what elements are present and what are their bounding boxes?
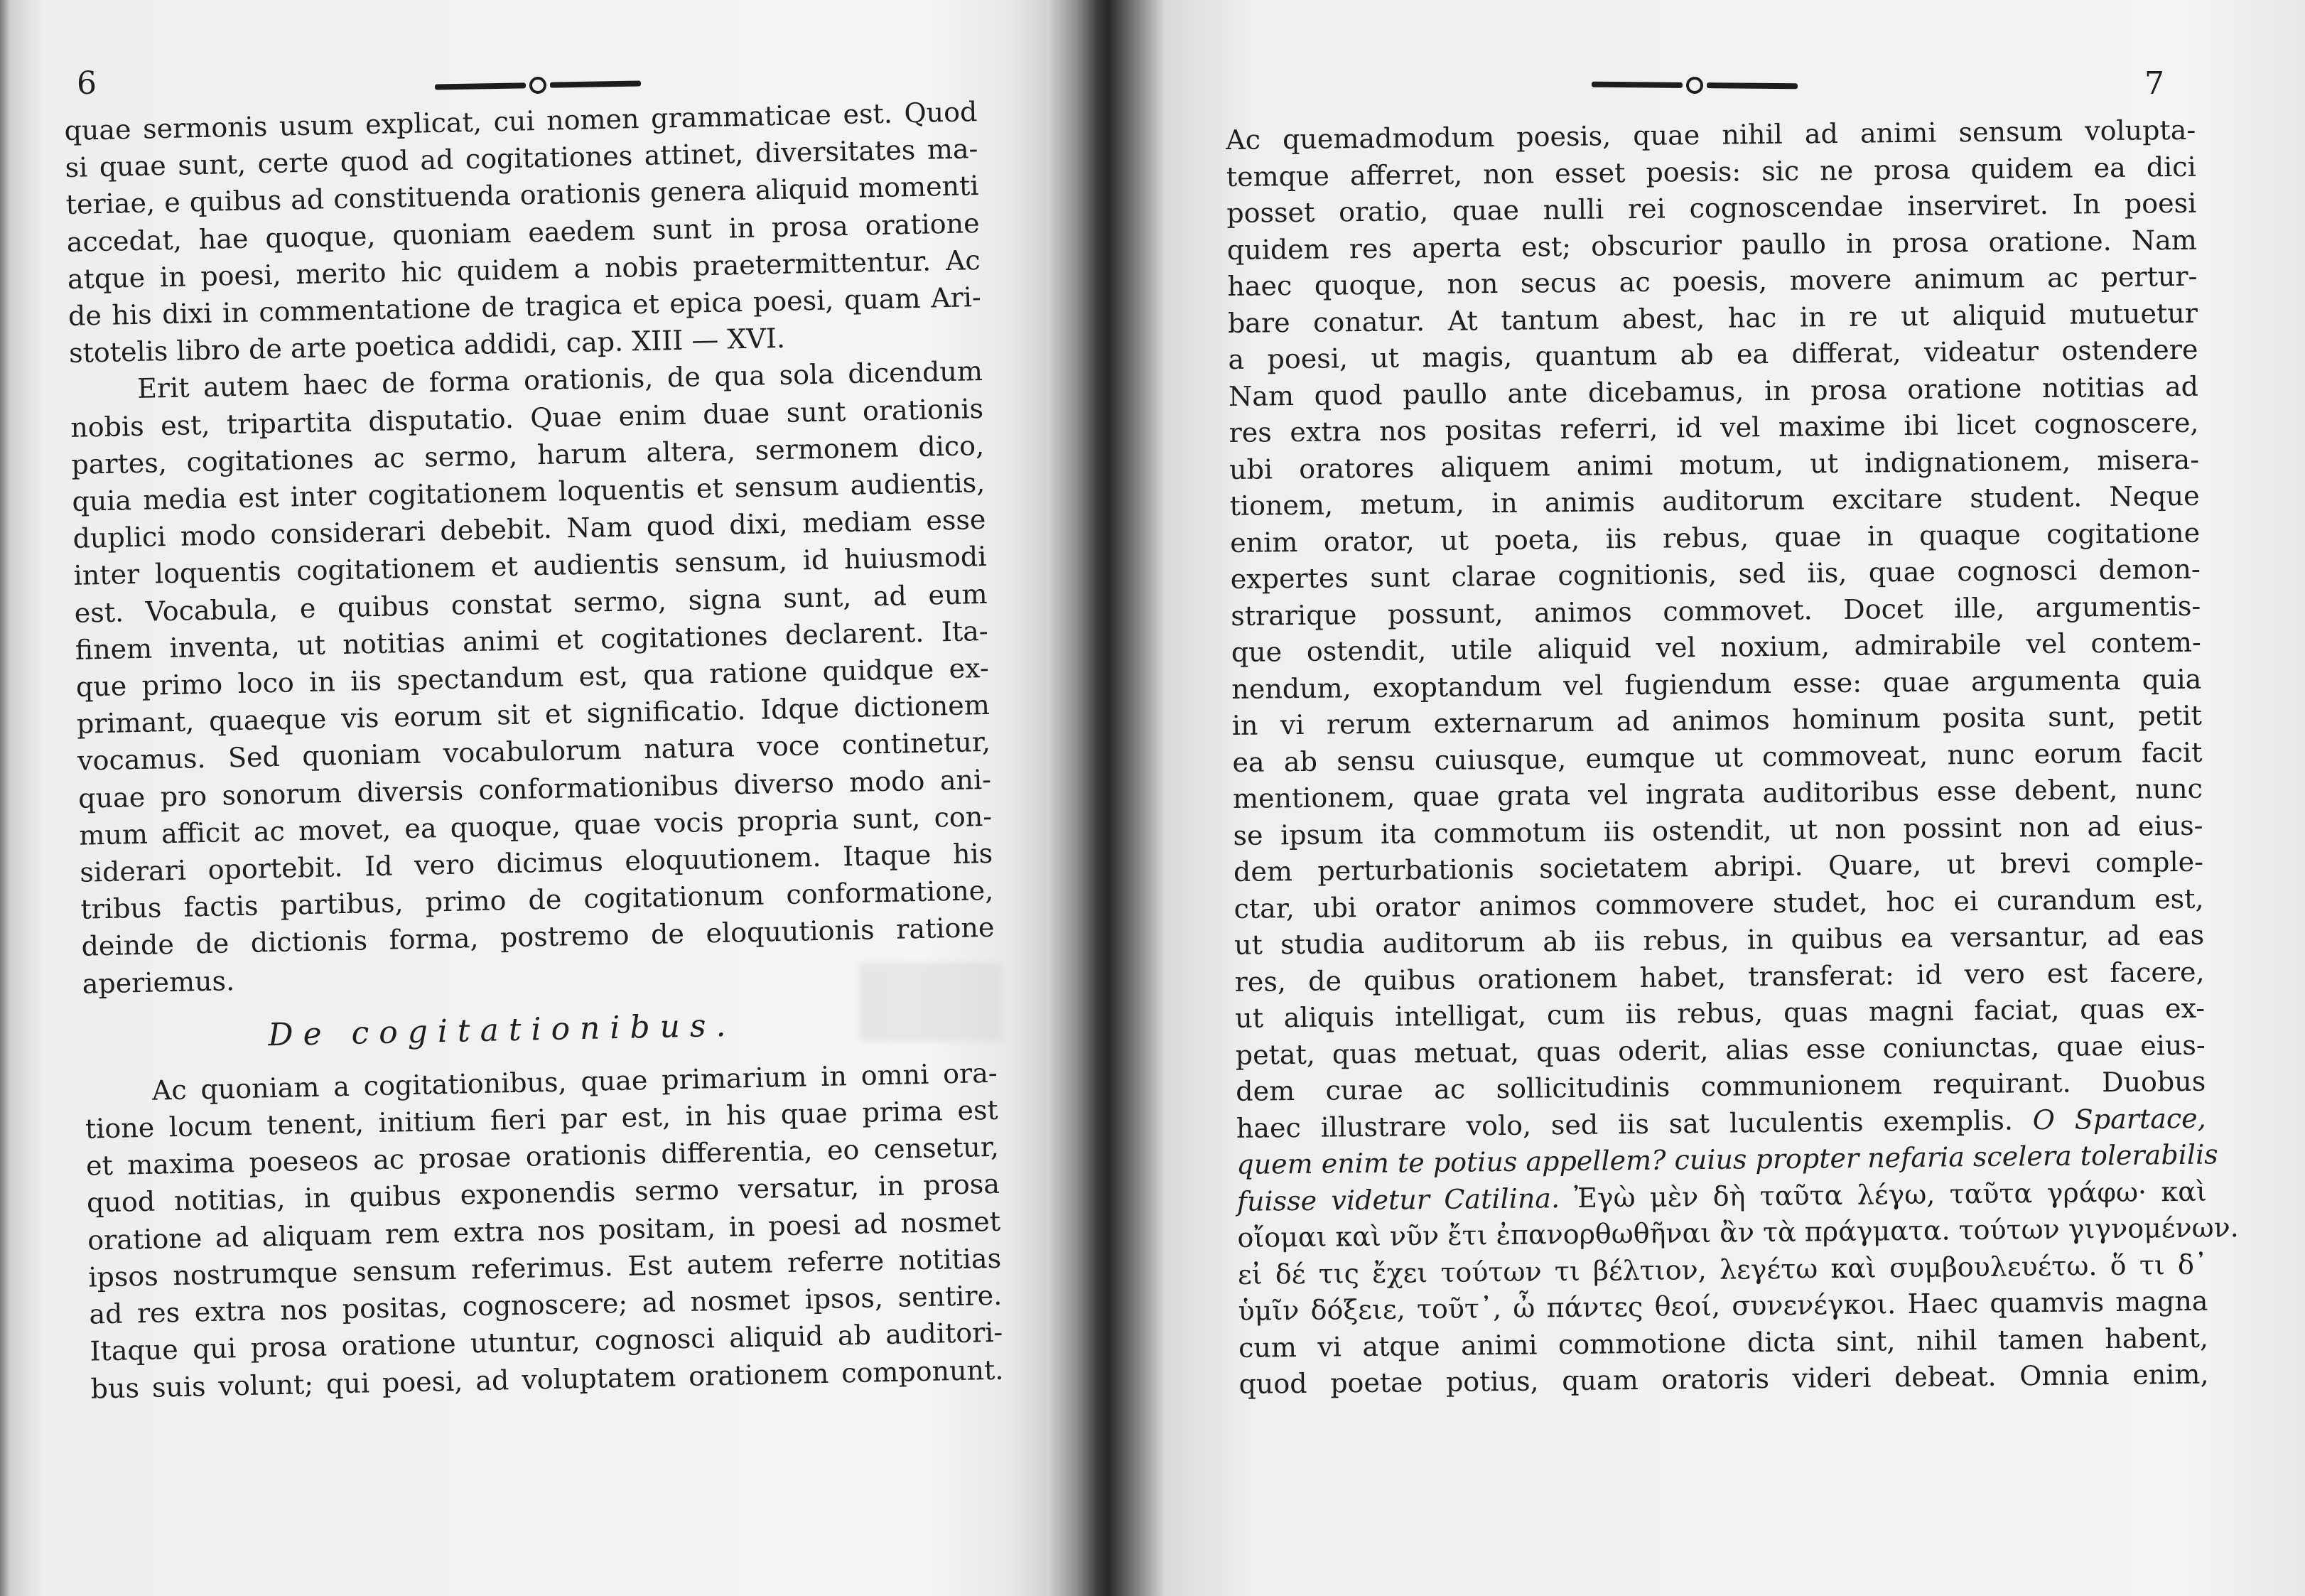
ornament-bar — [435, 82, 526, 90]
text-line: teriae, e quibus ad constituenda orationis genera aliquid momenti — [65, 170, 979, 221]
left-page-text — [64, 93, 1004, 1407]
text-line: aperiemus. — [82, 964, 235, 1000]
text-line: stotelis libro de arte poetica addidi, cap. XIII — XVI. — [68, 323, 786, 370]
text-line: oratione ad aliquam rem extra nos positam, in poesi ad nosmet — [87, 1205, 1001, 1256]
text-line: quae sermonis usum explicat, cui nomen grammaticae est. Quod — [64, 96, 978, 146]
text-line: ipsos nostrumque sensum referimus. Est autem referre notitias — [87, 1242, 1002, 1293]
ornament-bar — [550, 80, 641, 87]
text-line: nendum, exoptandum vel fugiendum esse: quae argumenta quia — [1231, 663, 2202, 705]
text-line: bare conatur. At tantum abest, hac in re ut aliquid mutuetur — [1227, 297, 2198, 339]
text-line: ubi oratores aliquem animi motum, ut indignationem, misera- — [1229, 443, 2200, 485]
text-line: accedat, hae quoque, quoniam eaedem sunt in prosa oratione — [66, 207, 981, 258]
text-line: primant, quaeque vis eorum sit et significatio. Idque dictionem — [76, 689, 990, 740]
text-line: siderari oportebit. Id vero dicimus eloquutionem. Itaque his — [79, 837, 993, 888]
text-line: Erit autem haec de forma orationis, de qua sola dicendum — [136, 355, 983, 405]
text-line: tione locum tenent, initium fieri par est, in his quae prima est — [85, 1094, 999, 1145]
text-line: atque in poesi, merito hic quidem a nobis praetermittentur. Ac — [67, 244, 981, 295]
text-line: tionem, metum, in animis auditorum excitare student. Neque — [1229, 480, 2200, 522]
ornament-bar — [1592, 82, 1683, 88]
text-line: haec quoque, non secus ac poesis, movere animum ac pertur- — [1227, 260, 2198, 302]
text-line: de his dixi in commentatione de tragica et epica poesi, quam Ari- — [68, 281, 982, 332]
left-page — [0, 0, 1094, 1596]
left-page-number: 6 — [77, 65, 97, 102]
text-line: quia media est inter cogitationem loquentis et sensum audientis, — [72, 467, 986, 517]
text-line: dem curae ac sollicitudinis communionem requirant. Duobus — [1236, 1065, 2206, 1107]
text-line: res extra nos positas referri, id vel maxime ibi licet cognoscere, — [1229, 406, 2199, 448]
text-line: partes, cogitationes ac sermo, harum altera, sermonem dico, — [70, 429, 985, 480]
right-page-number: 7 — [2144, 65, 2164, 102]
text-line: dem perturbationis societatem abripi. Quare, ut brevi comple- — [1233, 846, 2204, 888]
right-page — [1108, 0, 2305, 1596]
text-line: mentionem, quae grata vel ingrata auditoribus esse debent, nunc — [1232, 772, 2203, 814]
text-line: ctar, ubi orator animos commovere studet, hoc ei curandum est, — [1234, 883, 2204, 924]
text-line: nobis est, tripartita disputatio. Quae enim duae sunt orationis — [70, 392, 984, 443]
greek-quote: ὑμῖν δόξειε, τοῦτ᾽, ὦ πάντες θεοί, συνενέγκοι. — [1238, 1288, 1896, 1327]
section-heading: De cogitationibus. — [267, 1007, 736, 1054]
text-segment: Haec quamvis magna — [1907, 1285, 2208, 1320]
right-page-text — [1226, 112, 2239, 1403]
italic-quote: fuisse videtur Catilina. — [1236, 1182, 1560, 1217]
text-line: quod notitias, in quibus exponendis sermo versatur, in prosa — [86, 1168, 1000, 1219]
text-line: et maxima poeseos ac prosae orationis differentia, eo censetur, — [85, 1131, 1000, 1182]
text-line: res, de quibus orationem habet, transferat: id vero est facere, — [1234, 956, 2205, 998]
text-line: posset oratio, quae nulli rei cognoscendae inserviret. In poesi — [1226, 187, 2197, 229]
text-line: que primo loco in iis spectandum est, qua ratione quidque ex- — [75, 652, 990, 703]
text-line: ea ab sensu cuiusque, eumque ut commoveat, nunc eorum facit — [1232, 736, 2203, 778]
text-line: quod poetae potius, quam oratoris videri debeat. Omnia enim, — [1238, 1358, 2209, 1400]
greek-quote: Ἐγὼ μὲν δὴ ταῦτα λέγω, ταῦτα γράφω· καὶ — [1574, 1175, 2208, 1214]
text-line: inter loquentis cogitationem et audientis sensum, id huiusmodi — [73, 541, 987, 592]
text-line: Nam quod paullo ante dicebamus, in prosa oratione notitias ad — [1228, 370, 2199, 412]
greek-line: οἴομαι καὶ νῦν ἔτι ἐπανορθωθῆναι ἂν τὰ πράγματα. τούτων γιγνομένων. — [1237, 1212, 2239, 1253]
italic-quote: quem enim te potius appellem? cuius propter nefaria scelera tolerabilis — [1236, 1138, 2218, 1180]
text-line: Ac quemadmodum poesis, quae nihil ad animi sensum volupta- — [1226, 114, 2196, 156]
text-line: cum vi atque animi commotione dicta sint, nihil tamen habent, — [1238, 1322, 2209, 1364]
left-header-ornament — [435, 73, 641, 97]
text-line: ut aliquis intelligat, cum iis rebus, quas magni faciat, quas ex- — [1234, 992, 2206, 1034]
italic-quote: O Spartace, — [2032, 1102, 2206, 1136]
text-line: que ostendit, utile aliquid vel noxium, admirabile vel contem- — [1231, 626, 2201, 668]
text-line: tribus factis partibus, primo de cogitationum conformatione, — [80, 875, 994, 926]
text-line: Ac quoniam a cogitationibus, quae primarium in omni ora- — [151, 1057, 998, 1106]
ornament-ring-icon — [1686, 77, 1703, 94]
text-line: si quae sunt, certe quod ad cogitationes attinet, diversitates ma- — [65, 133, 978, 184]
text-line: bus suis volunt; qui poesi, ad voluptatem orationem componunt. — [90, 1354, 1004, 1405]
text-line: in vi rerum externarum ad animos hominum posita sunt, petit — [1231, 699, 2203, 741]
text-line: deinde de dictionis forma, postremo de eloquutionis ratione — [81, 912, 995, 963]
text-line: mum afficit ac movet, ea quoque, quae vocis propria sunt, con- — [78, 800, 993, 851]
ornament-bar — [1707, 82, 1798, 89]
text-line: ad res extra nos positas, cognoscere; ad nosmet ipsos, sentire. — [88, 1279, 1003, 1330]
text-line: se ipsum ita commotum iis ostendit, ut non possint non ad eius- — [1233, 809, 2203, 851]
text-line: finem inventa, ut notitias animi et cogitationes declarent. Ita- — [75, 615, 989, 666]
text-line: quae pro sonorum diversis conformationibus diverso modo ani- — [77, 763, 992, 814]
right-header-ornament — [1592, 75, 1798, 97]
greek-line: εἰ δέ τις ἔχει τούτων τι βέλτιον, λεγέτω καὶ συμβουλευέτω. ὅ τι δ᾽ — [1237, 1249, 2208, 1290]
ornament-ring-icon — [529, 77, 546, 94]
text-line: Itaque qui prosa oratione utuntur, cognosci aliquid ab auditori- — [90, 1317, 1003, 1367]
text-line: quidem res aperta est; obscurior paullo in prosa oratione. Nam — [1226, 224, 2198, 266]
text-line: ut studia auditorum ab iis rebus, in quibus ea versantur, ad eas — [1234, 919, 2205, 961]
text-line: enim orator, ut poeta, iis rebus, quae in quaque cogitatione — [1229, 517, 2201, 559]
text-line: temque afferret, non esset poesis: sic ne prosa quidem ea dici — [1226, 151, 2196, 193]
text-line: expertes sunt clarae cognitionis, sed iis, quae cognosci demon- — [1230, 553, 2201, 595]
text-line: est. Vocabula, e quibus constat sermo, signa sunt, ad eum — [74, 578, 988, 629]
text-line: vocamus. Sed quoniam vocabulorum natura voce continetur, — [77, 726, 991, 777]
text-line: a poesi, ut magis, quantum ab ea differat, videatur ostendere — [1228, 333, 2198, 375]
text-line: petat, quas metuat, quas oderit, alias esse coniunctas, quae eius- — [1235, 1029, 2206, 1071]
text-line: strarique possunt, animos commovet. Docet ille, argumentis- — [1231, 590, 2201, 632]
text-segment: haec illustrare volo, sed iis sat luculentis exemplis. — [1236, 1104, 2014, 1144]
text-line: duplici modo considerari debebit. Nam quod dixi, mediam esse — [72, 504, 986, 555]
